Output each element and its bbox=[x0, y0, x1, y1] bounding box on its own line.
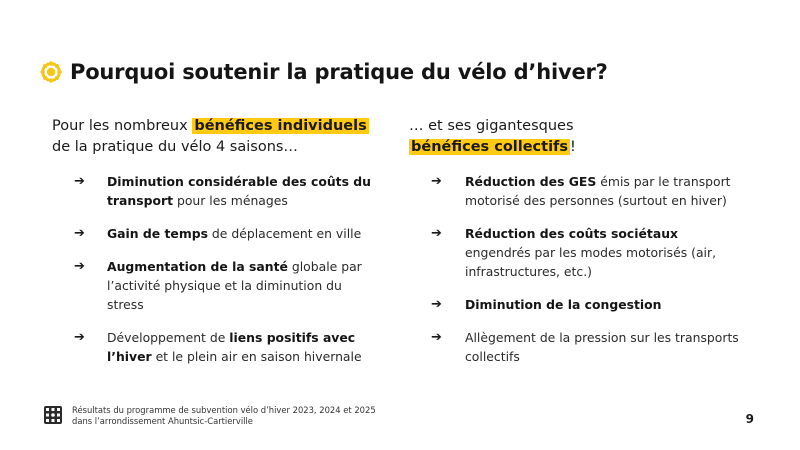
list-item bbox=[409, 328, 739, 366]
footer-caption bbox=[72, 405, 376, 427]
list-item-bold: Diminution considérable des coûts du transport bbox=[107, 174, 371, 208]
list-item bbox=[409, 224, 739, 281]
arrow-right-icon: ➔ bbox=[431, 174, 442, 189]
footer bbox=[44, 405, 376, 427]
list-item-text: de déplacement en ville bbox=[207, 226, 362, 241]
arrow-right-icon: ➔ bbox=[431, 226, 442, 241]
arrow-right-icon: ➔ bbox=[74, 174, 85, 189]
list-item bbox=[52, 172, 372, 210]
list-item bbox=[409, 295, 739, 314]
right-bullet-list bbox=[409, 172, 739, 366]
title-row bbox=[40, 60, 608, 84]
list-item-text-pre: Développement de bbox=[107, 330, 230, 345]
list-item-text: et le plein air en saison hivernale bbox=[151, 349, 362, 364]
list-item-bold: liens positifs avec l’hiver bbox=[107, 330, 356, 364]
left-intro-text-end: de la pratique du vélo 4 saisons… bbox=[52, 139, 298, 155]
list-item-text: pour les ménages bbox=[173, 193, 288, 208]
left-intro bbox=[52, 116, 372, 158]
arrow-right-icon: ➔ bbox=[74, 226, 85, 241]
list-item-text: Allègement de la pression sur les transports collectifs bbox=[465, 330, 739, 364]
list-item-bold: Réduction des coûts sociétaux bbox=[465, 226, 679, 241]
list-item-bold: Diminution de la congestion bbox=[465, 297, 662, 312]
left-bullet-list bbox=[52, 172, 372, 366]
footer-line-1: Résultats du programme de subvention vélo d’hiver 2023, 2024 et 2025 bbox=[72, 405, 376, 415]
right-intro-text-end: ! bbox=[570, 139, 576, 155]
list-item-bold: Gain de temps bbox=[107, 226, 208, 241]
list-item bbox=[52, 257, 372, 314]
list-item-text: émis par le transport motorisé des personnes (surtout en hiver) bbox=[465, 174, 731, 208]
right-intro-text: … et ses gigantesques bbox=[409, 118, 574, 134]
list-item-bold: Augmentation de la santé bbox=[107, 259, 288, 274]
list-item bbox=[409, 172, 739, 210]
right-intro-highlight: bénéfices collectifs bbox=[411, 139, 568, 155]
right-intro bbox=[409, 116, 739, 158]
arrow-right-icon: ➔ bbox=[74, 330, 85, 345]
list-item bbox=[52, 328, 372, 366]
left-intro-text: Pour les nombreux bbox=[52, 118, 193, 134]
right-column bbox=[409, 116, 739, 380]
list-item-text: engendrés par les modes motorisés (air, infrastructures, etc.) bbox=[465, 245, 717, 279]
footer-line-2: dans l’arrondissement Ahuntsic-Cartierville bbox=[72, 416, 253, 426]
list-item-bold: Réduction des GES bbox=[465, 174, 597, 189]
arrow-right-icon: ➔ bbox=[74, 259, 85, 274]
list-item bbox=[52, 224, 372, 243]
arrow-right-icon: ➔ bbox=[431, 330, 442, 345]
city-logo-icon bbox=[44, 406, 62, 424]
left-intro-highlight: bénéfices individuels bbox=[194, 118, 367, 134]
left-column bbox=[52, 116, 372, 380]
sun-icon bbox=[40, 61, 62, 83]
page-number: 9 bbox=[745, 412, 754, 426]
page-title: Pourquoi soutenir la pratique du vélo d’hiver? bbox=[70, 60, 608, 84]
arrow-right-icon: ➔ bbox=[431, 297, 442, 312]
list-item-text: globale par l’activité physique et la diminution du stress bbox=[107, 259, 362, 312]
